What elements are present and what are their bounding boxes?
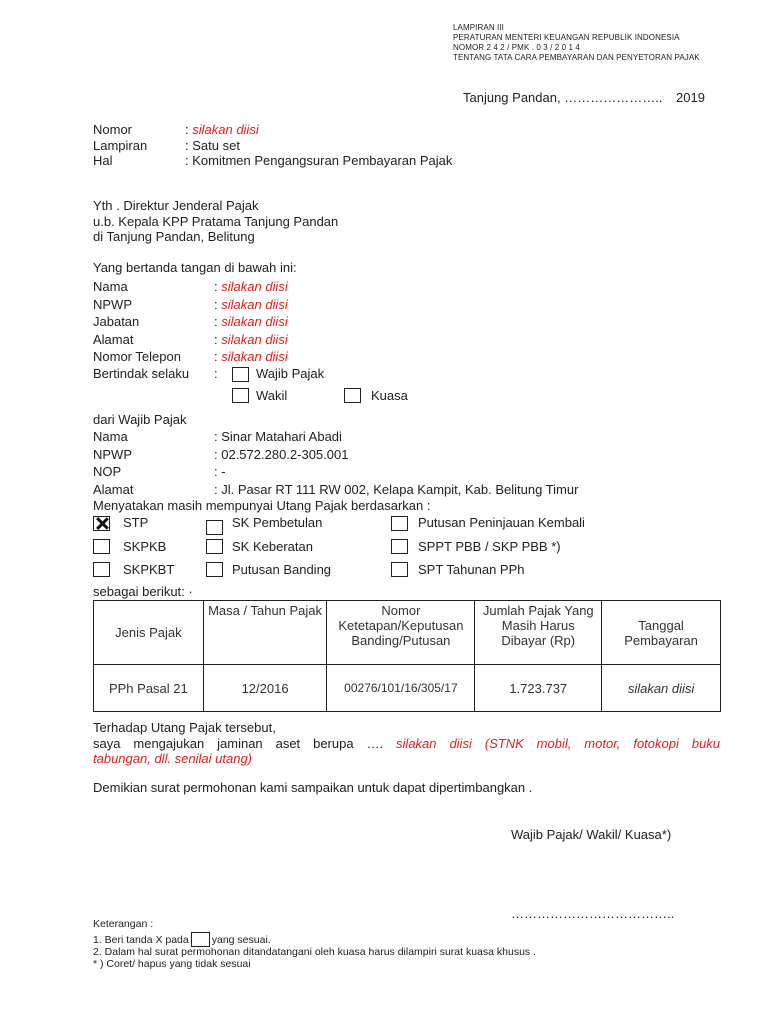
table-row [94, 665, 721, 712]
note-3: * ) Coret/ hapus yang tidak sesuai [93, 958, 251, 970]
option-sppt-pbb: SPPT PBB / SKP PBB *) [418, 539, 561, 554]
recipient-line-3: di Tanjung Pandan, Belitung [93, 229, 255, 244]
signer-row-alamat: Alamat : silakan diisi [93, 331, 288, 347]
place-date-text: Tanjung Pandan, ………………….. [463, 90, 663, 105]
signer-row-nama: Nama : silakan diisi [93, 279, 288, 294]
checkbox-sk-keberatan[interactable] [206, 539, 223, 554]
regulation-header [453, 23, 700, 63]
taxpayer-row-nama: Nama : Sinar Matahari Abadi [93, 429, 342, 444]
option-putusan-peninjauan: Putusan Peninjauan Kembali [418, 515, 585, 530]
option-wajib-pajak: Wajib Pajak [256, 366, 325, 381]
header-jenis-pajak: Jenis Pajak [94, 601, 204, 665]
header-line-1: LAMPIRAN III [453, 23, 504, 32]
meta-row-nomor: Nomor : silakan diisi [93, 122, 259, 137]
option-skpkbt: SKPKBT [123, 562, 175, 577]
acting-as-label: Bertindak selaku : [93, 366, 218, 381]
checkbox-wakil[interactable] [232, 388, 249, 403]
checkbox-sk-pembetulan[interactable] [206, 520, 223, 535]
signer-row-telepon: Nomor Telepon : silakan diisi [93, 349, 288, 365]
header-line-2: PERATURAN MENTERI KEUANGAN REPUBLIK INDONESIA [453, 33, 680, 42]
signer-intro: Yang bertanda tangan di bawah ini: [93, 260, 297, 275]
header-line-4: TENTANG TATA CARA PEMBAYARAN DAN PENYETORAN PAJAK [453, 53, 700, 62]
checkbox-skpkbt[interactable] [93, 562, 110, 577]
note-1 [93, 932, 271, 947]
recipient-block [93, 198, 338, 245]
recipient-line-1: Yth . Direktur Jenderal Pajak [93, 198, 259, 213]
table-intro: sebagai berikut: · [93, 584, 193, 599]
option-kuasa: Kuasa [371, 388, 408, 403]
place-date-year: 2019 [676, 90, 705, 105]
taxpayer-fields [93, 428, 578, 498]
header-nomor-ketetapan: Nomor Ketetapan/Keputusan Banding/Putusan [327, 601, 475, 665]
header-tanggal-pembayaran: Tanggal Pembayaran [602, 601, 721, 665]
cell-jumlah-pajak: 1.723.737 [475, 665, 602, 712]
signer-row-jabatan: Jabatan : silakan diisi [93, 314, 288, 330]
cell-jenis-pajak: PPh Pasal 21 [94, 665, 204, 712]
closing-line-2-red: silakan diisi (STNK mobil, motor, fotokopi buku [396, 736, 720, 751]
recipient-line-2: u.b. Kepala KPP Pratama Tanjung Pandan [93, 213, 339, 229]
option-sk-pembetulan: SK Pembetulan [232, 515, 323, 530]
taxpayer-intro: dari Wajib Pajak [93, 412, 187, 427]
place-date [463, 90, 705, 105]
taxpayer-row-nop: NOP : - [93, 464, 226, 480]
signature-dots: ……………………………….. [511, 906, 675, 921]
closing-line-2-prefix: saya mengajukan jaminan aset berupa …. [93, 736, 384, 751]
cell-tanggal-pembayaran: silakan diisi [602, 665, 721, 712]
notes-title: Keterangan : [93, 918, 154, 930]
taxpayer-row-npwp: NPWP : 02.572.280.2-305.001 [93, 446, 349, 462]
closing-line-2 [93, 736, 720, 751]
header-jumlah-pajak: Jumlah Pajak Yang Masih Harus Dibayar (Rp) [475, 601, 602, 665]
cell-nomor-ketetapan: 00276/101/16/305/17 [327, 665, 475, 712]
header-masa-tahun: Masa / Tahun Pajak [203, 601, 327, 665]
checkbox-wajib-pajak[interactable] [232, 367, 249, 382]
checkbox-kuasa[interactable] [344, 388, 361, 403]
meta-value-hal: Komitmen Pengangsuran Pembayaran Pajak [192, 153, 453, 168]
checkbox-stp[interactable] [93, 516, 110, 531]
header-line-3: NOMOR 2 4 2 / PMK . 0 3 / 2 0 1 4 [453, 43, 580, 52]
taxpayer-row-alamat: Alamat : Jl. Pasar RT 111 RW 002, Kelapa Kampit, Kab. Belitung Timur [93, 481, 579, 497]
option-putusan-banding: Putusan Banding [232, 562, 332, 577]
checkbox-putusan-peninjauan[interactable] [391, 516, 408, 531]
meta-value-lampiran: Satu set [192, 137, 240, 153]
cell-masa-tahun: 12/2016 [203, 665, 327, 712]
meta-row-hal: Hal : Komitmen Pengangsuran Pembayaran Pajak [93, 153, 453, 168]
checkbox-sppt-pbb[interactable] [391, 539, 408, 554]
closing-line-4: Demikian surat permohonan kami sampaikan untuk dapat dipertimbangkan . [93, 780, 533, 795]
meta-row-lampiran: Lampiran : Satu set [93, 137, 240, 153]
option-sk-keberatan: SK Keberatan [232, 539, 313, 554]
tax-debt-table [93, 600, 721, 712]
signer-fields [93, 278, 288, 366]
meta-value-nomor: silakan diisi [192, 122, 259, 137]
option-stp: STP [123, 515, 149, 530]
checkbox-putusan-banding[interactable] [206, 562, 223, 577]
table-header-row [94, 601, 721, 665]
closing-line-3: tabungan, dll. senilai utang) [93, 751, 253, 766]
note-checkbox-icon [191, 932, 210, 947]
basis-intro: Menyatakan masih mempunyai Utang Pajak berdasarkan : [93, 498, 431, 513]
option-spt-tahunan: SPT Tahunan PPh [418, 562, 525, 577]
letter-meta [93, 122, 452, 169]
note-1-prefix: 1. Beri tanda X pada [93, 934, 189, 946]
signer-row-npwp: NPWP : silakan diisi [93, 296, 288, 312]
checkbox-spt-tahunan[interactable] [391, 562, 408, 577]
option-wakil: Wakil [256, 388, 288, 403]
checkbox-skpkb[interactable] [93, 539, 110, 554]
option-skpkb: SKPKB [123, 539, 167, 554]
note-1-suffix: yang sesuai. [211, 934, 271, 946]
note-2: 2. Dalam hal surat permohonan ditandatangani oleh kuasa harus dilampiri surat kuasa khusus . [93, 946, 537, 958]
closing-line-1: Terhadap Utang Pajak tersebut, [93, 720, 276, 735]
signature-role: Wajib Pajak/ Wakil/ Kuasa*) [511, 827, 672, 842]
